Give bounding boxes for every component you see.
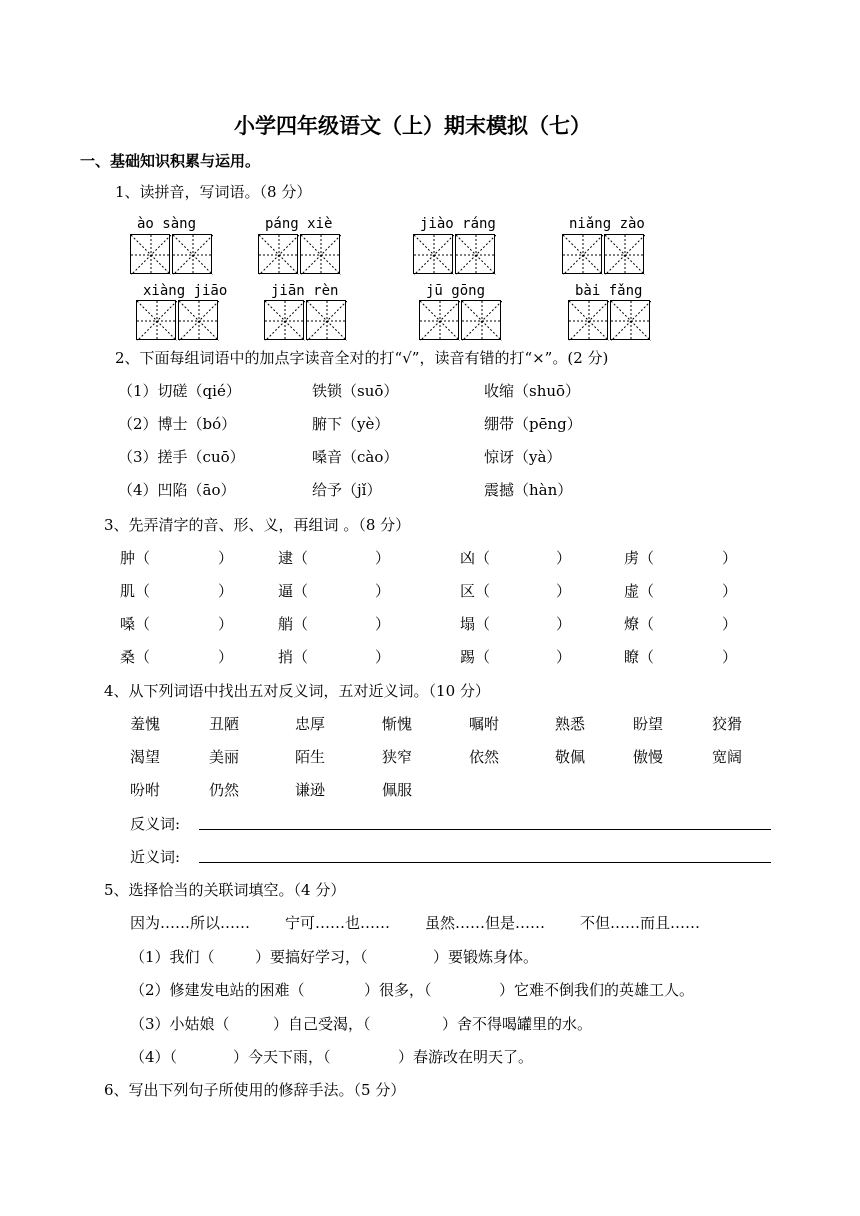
answer-blank[interactable]: ） <box>375 582 391 600</box>
word-item: （4）凹陷（āo） <box>118 481 236 499</box>
sentence-part: ）舍不得喝罐里的水。 <box>442 1015 593 1033</box>
question-5-label: 5、选择恰当的关联词填空。（4 分） <box>104 881 346 899</box>
word-bank-item: 忠厚 <box>295 715 326 733</box>
synonym-label: 近义词: <box>130 848 181 866</box>
word-bank-item: 依然 <box>469 748 500 766</box>
word-item: （2）博士（bó） <box>118 415 237 433</box>
character-prompt: 虚（ <box>624 582 655 600</box>
character-prompt: 塌（ <box>460 615 491 633</box>
character-prompt: 区（ <box>460 582 491 600</box>
word-item: 绷带（pēng） <box>484 415 582 433</box>
answer-blank[interactable]: ） <box>218 582 234 600</box>
pinyin-label: páng xiè <box>265 216 333 232</box>
word-item: 震撼（hàn） <box>484 481 573 499</box>
pinyin-label: jiào ráng <box>420 216 496 232</box>
character-prompt: 肿（ <box>120 549 151 567</box>
character-prompt: 凶（ <box>460 549 491 567</box>
character-box[interactable] <box>178 300 218 340</box>
character-prompt: 桑（ <box>120 648 151 666</box>
word-bank-item: 丑陋 <box>209 715 240 733</box>
word-bank-item: 傲慢 <box>633 748 664 766</box>
pinyin-label: ào sàng <box>137 216 197 232</box>
answer-blank[interactable]: ） <box>722 615 738 633</box>
conjunction-option: 不但……而且…… <box>580 914 701 932</box>
word-bank-item: 吩咐 <box>130 781 161 799</box>
answer-blank[interactable]: ） <box>218 549 234 567</box>
sentence-part: ）它难不倒我们的英雄工人。 <box>499 981 695 999</box>
word-item: （3）搓手（cuō） <box>118 448 245 466</box>
answer-blank[interactable]: ） <box>722 549 738 567</box>
answer-blank[interactable]: ） <box>375 648 391 666</box>
word-bank-item: 陌生 <box>295 748 326 766</box>
answer-blank[interactable]: ） <box>556 615 572 633</box>
word-item: 铁锁（suō） <box>312 382 399 400</box>
character-box[interactable] <box>300 234 340 274</box>
character-box[interactable] <box>455 234 495 274</box>
word-bank-item: 狡猾 <box>712 715 743 733</box>
conjunction-option: 虽然……但是…… <box>425 914 546 932</box>
sentence-part: ）春游改在明天了。 <box>398 1048 534 1066</box>
sentence-part: （4）（ <box>130 1048 178 1066</box>
character-prompt: 踢（ <box>460 648 491 666</box>
answer-blank[interactable]: ） <box>556 648 572 666</box>
character-box[interactable] <box>172 234 212 274</box>
word-item: 嗓音（cào） <box>312 448 399 466</box>
character-prompt: 艄（ <box>278 615 309 633</box>
character-box[interactable] <box>130 234 170 274</box>
character-box[interactable] <box>264 300 304 340</box>
answer-blank[interactable]: ） <box>375 615 391 633</box>
character-box[interactable] <box>562 234 602 274</box>
conjunction-option: 因为……所以…… <box>130 914 251 932</box>
sentence-part: （2）修建发电站的困难（ <box>130 981 305 999</box>
word-bank-item: 狭窄 <box>382 748 413 766</box>
answer-blank[interactable]: ） <box>556 582 572 600</box>
answer-blank[interactable]: ） <box>218 648 234 666</box>
sentence-part: ）很多，（ <box>364 981 432 999</box>
character-prompt: 逼（ <box>278 582 309 600</box>
character-prompt: 逮（ <box>278 549 309 567</box>
character-box[interactable] <box>306 300 346 340</box>
sentence-part: ）要锻炼身体。 <box>433 948 539 966</box>
pinyin-label: niǎng zào <box>569 216 645 232</box>
sentence-part: （3）小姑娘（ <box>130 1015 230 1033</box>
character-prompt: 虏（ <box>624 549 655 567</box>
answer-blank[interactable]: ） <box>722 582 738 600</box>
word-bank-item: 谦逊 <box>295 781 326 799</box>
word-bank-item: 惭愧 <box>382 715 413 733</box>
word-item: （1）切磋（qié） <box>118 382 241 400</box>
word-bank-item: 敬佩 <box>555 748 586 766</box>
character-prompt: 嗓（ <box>120 615 151 633</box>
section-heading: 一、基础知识积累与运用。 <box>80 152 261 170</box>
word-bank-item: 熟悉 <box>555 715 586 733</box>
word-bank-item: 羞愧 <box>130 715 161 733</box>
character-box[interactable] <box>136 300 176 340</box>
character-box[interactable] <box>461 300 501 340</box>
character-box[interactable] <box>419 300 459 340</box>
answer-blank[interactable]: ） <box>556 549 572 567</box>
question-6-label: 6、写出下列句子所使用的修辞手法。（5 分） <box>104 1081 406 1099</box>
pinyin-label: bài fǎng <box>575 283 643 299</box>
question-3-label: 3、先弄清字的音、形、义，再组词 。（8 分） <box>104 516 411 534</box>
word-bank-item: 佩服 <box>382 781 413 799</box>
pinyin-label: jiān rèn <box>271 283 339 299</box>
word-bank-item: 美丽 <box>209 748 240 766</box>
character-prompt: 肌（ <box>120 582 151 600</box>
question-4-label: 4、从下列词语中找出五对反义词，五对近义词。（10 分） <box>104 682 490 700</box>
word-item: 收缩（shuō） <box>484 382 581 400</box>
word-item: 给予（jǐ） <box>312 481 382 499</box>
pinyin-label: xiàng jiāo <box>143 283 228 299</box>
synonym-answer-line[interactable] <box>199 862 771 863</box>
word-bank-item: 嘱咐 <box>469 715 500 733</box>
answer-blank[interactable]: ） <box>375 549 391 567</box>
pinyin-label: jū gōng <box>426 283 486 299</box>
conjunction-option: 宁可……也…… <box>285 914 391 932</box>
word-bank-item: 宽阔 <box>712 748 743 766</box>
character-box[interactable] <box>258 234 298 274</box>
word-item: 腑下（yè） <box>312 415 390 433</box>
sentence-part: （1）我们（ <box>130 948 215 966</box>
antonym-answer-line[interactable] <box>199 829 771 830</box>
answer-blank[interactable]: ） <box>218 615 234 633</box>
page-title: 小学四年级语文（上）期末模拟（七） <box>234 114 591 138</box>
character-prompt: 燎（ <box>624 615 655 633</box>
word-bank-item: 渴望 <box>130 748 161 766</box>
character-box[interactable] <box>568 300 608 340</box>
character-box[interactable] <box>413 234 453 274</box>
answer-blank[interactable]: ） <box>722 648 738 666</box>
question-1-label: 1、读拼音，写词语。（8 分） <box>115 183 312 201</box>
character-prompt: 捎（ <box>278 648 309 666</box>
character-box[interactable] <box>610 300 650 340</box>
sentence-part: ）要搞好学习，（ <box>255 948 368 966</box>
sentence-part: ）自己受渴，（ <box>273 1015 371 1033</box>
character-prompt: 瞭（ <box>624 648 655 666</box>
word-bank-item: 仍然 <box>209 781 240 799</box>
antonym-label: 反义词: <box>130 815 181 833</box>
question-2-label: 2、下面每组词语中的加点字读音全对的打“√”，读音有错的打“×”。(2 分) <box>115 349 609 367</box>
word-bank-item: 盼望 <box>633 715 664 733</box>
word-item: 惊讶（yà） <box>484 448 562 466</box>
sentence-part: ）今天下雨，（ <box>233 1048 331 1066</box>
character-box[interactable] <box>604 234 644 274</box>
